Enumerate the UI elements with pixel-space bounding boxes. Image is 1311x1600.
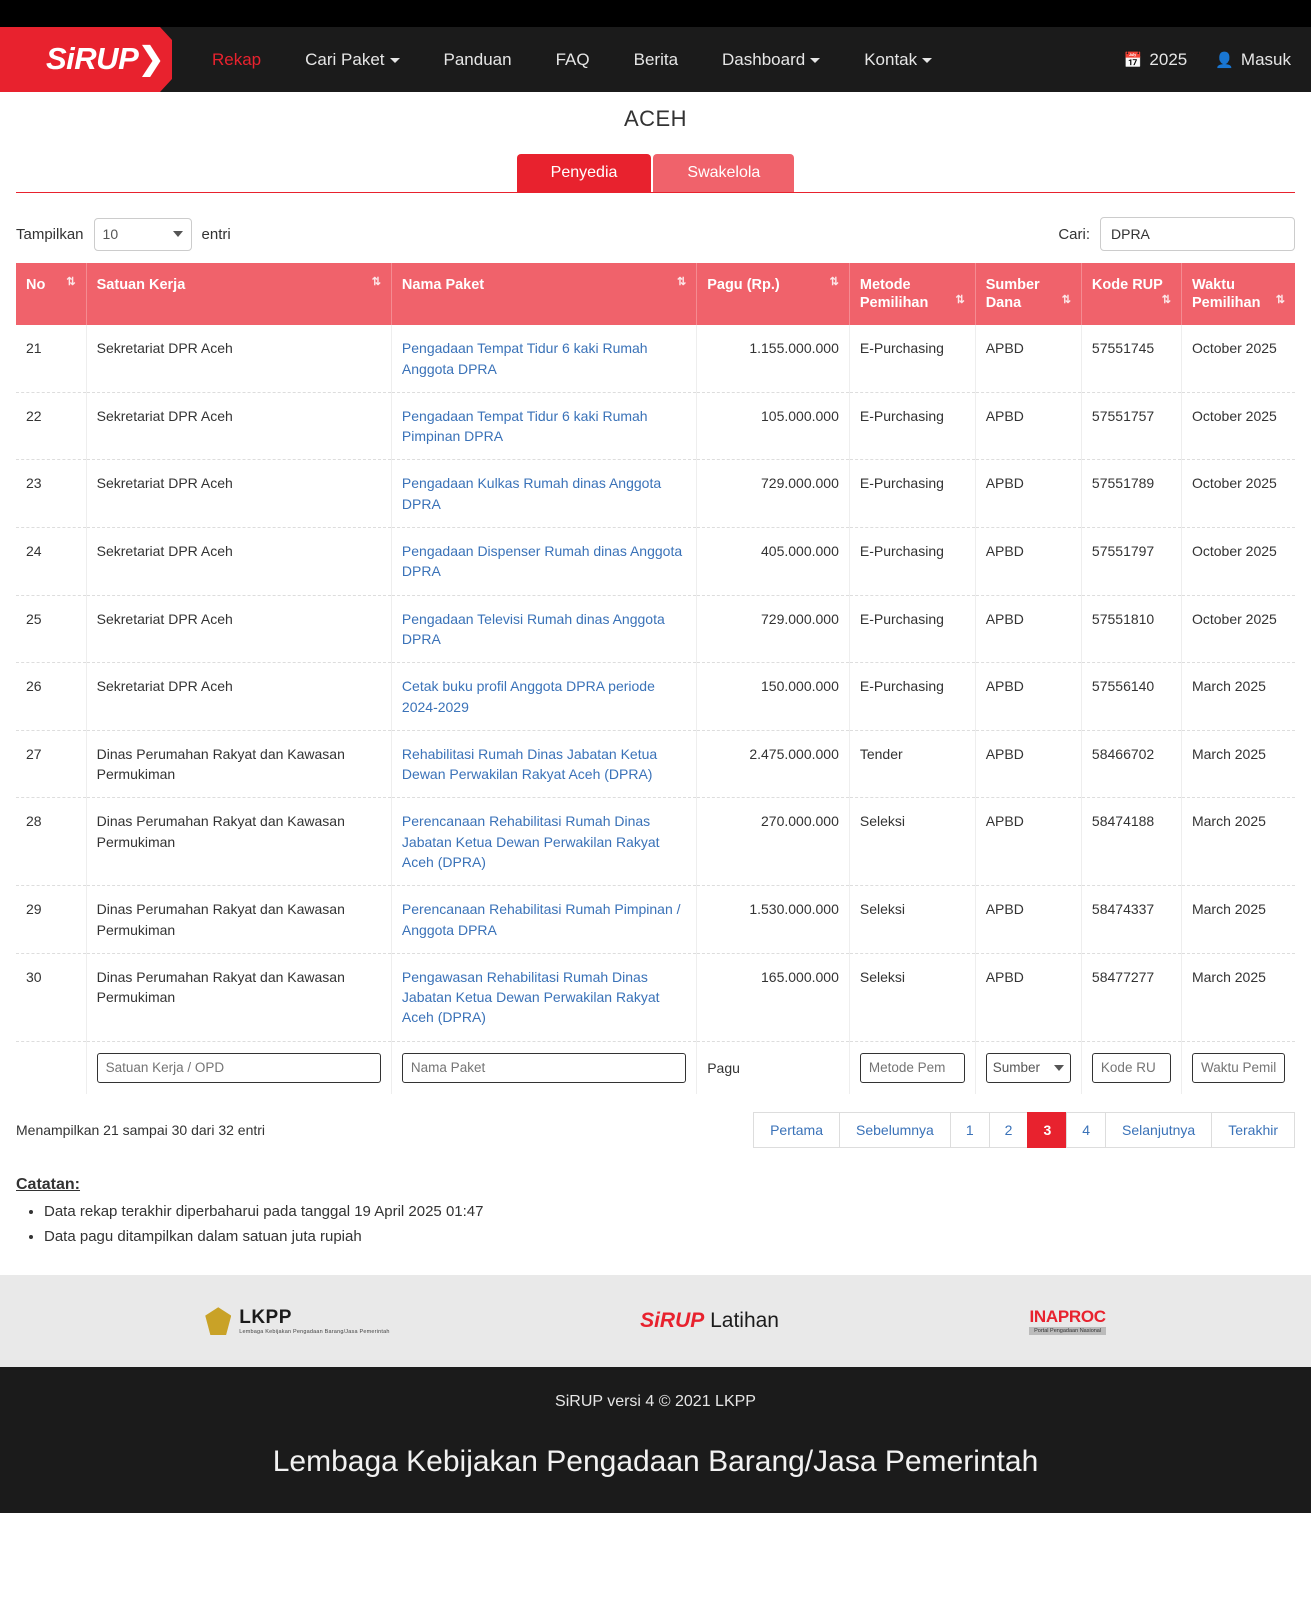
cell-satuan-kerja: Sekretariat DPR Aceh (86, 663, 391, 731)
table-row (16, 325, 1295, 392)
cell-metode: E-Purchasing (849, 663, 975, 731)
cell-kode-rup: 57551797 (1081, 528, 1181, 596)
paket-link[interactable]: Perencanaan Rehabilitasi Rumah Dinas Jabatan Ketua Dewan Perwakilan Rakyat Aceh (DPRA) (401, 813, 660, 870)
cell-waktu: March 2025 (1181, 798, 1295, 886)
pagination (753, 1112, 1295, 1148)
nav-right (1124, 27, 1311, 93)
cell-waktu: March 2025 (1181, 663, 1295, 731)
cell-metode: Seleksi (849, 953, 975, 1041)
nav-item-rekap[interactable]: Rekap (212, 50, 262, 69)
chevron-down-icon (390, 58, 400, 63)
paket-link[interactable]: Pengadaan Dispenser Rumah dinas Anggota DPRA (401, 543, 683, 580)
cell-satuan-kerja: Sekretariat DPR Aceh (86, 325, 391, 392)
cell-kode-rup: 58474188 (1081, 798, 1181, 886)
login-label: Masuk (1240, 49, 1291, 69)
lkpp-sublabel: Lembaga Kebijakan Pengadaan Barang/Jasa Pemerintah (239, 1329, 390, 1336)
cell-satuan-kerja: Dinas Perumahan Rakyat dan Kawasan Permukiman (86, 886, 391, 954)
cell-nama-paket (391, 953, 696, 1041)
nav-item-cari-paket-label: Cari Paket (305, 50, 385, 69)
search-input[interactable] (1100, 217, 1295, 251)
col-header-satuan-kerja[interactable] (86, 263, 391, 325)
sirup-footer-brand: SiRUP (640, 1309, 705, 1333)
col-header-nama-paket-label: Nama Paket (401, 277, 485, 293)
cell-metode: Seleksi (849, 886, 975, 954)
year-selector[interactable] (1124, 27, 1188, 93)
col-header-satuan-kerja-label: Satuan Kerja (96, 277, 186, 293)
top-bar (0, 0, 1311, 27)
entries-value: 10 (102, 226, 119, 242)
cell-satuan-kerja: Sekretariat DPR Aceh (86, 595, 391, 663)
chevron-down-icon (1054, 1065, 1064, 1071)
cell-pagu: 150.000.000 (697, 663, 850, 731)
col-header-kode-rup-label: Kode RUP (1091, 277, 1163, 293)
note-item: • Data rekap terakhir diperbaharui pada tanggal 19 April 2025 01:47 (44, 1200, 1295, 1225)
sirup-latihan-logo (640, 1309, 779, 1333)
cell-pagu: 2.475.000.000 (697, 730, 850, 798)
paket-link[interactable]: Cetak buku profil Anggota DPRA periode 2024-2029 (401, 678, 655, 715)
cell-kode-rup: 58474337 (1081, 886, 1181, 954)
table-row (16, 953, 1295, 1041)
cell-no: 23 (16, 460, 86, 528)
pagination-page-2[interactable]: 2 (989, 1112, 1028, 1148)
cell-nama-paket (391, 325, 696, 392)
cell-sumber-dana: APBD (975, 886, 1081, 954)
cell-kode-rup: 57551810 (1081, 595, 1181, 663)
sort-icon: ⇅ (829, 276, 839, 288)
cell-waktu: October 2025 (1181, 528, 1295, 596)
cell-waktu: October 2025 (1181, 595, 1295, 663)
table-container (0, 263, 1311, 1094)
table-row (16, 595, 1295, 663)
cell-pagu: 405.000.000 (697, 528, 850, 596)
chevron-down-icon (922, 58, 932, 63)
cell-satuan-kerja: Sekretariat DPR Aceh (86, 528, 391, 596)
entries-select[interactable] (94, 218, 192, 251)
nav-item-kontak-label: Kontak (864, 50, 918, 69)
cell-metode: Tender (849, 730, 975, 798)
cell-no: 21 (16, 325, 86, 392)
cell-kode-rup: 57556140 (1081, 663, 1181, 731)
nav-item-berita[interactable]: Berita (633, 50, 679, 69)
cell-sumber-dana: APBD (975, 663, 1081, 731)
filter-cell-kode (1081, 1041, 1181, 1094)
sort-icon: ⇅ (371, 276, 381, 288)
lkpp-logo (205, 1307, 389, 1335)
search-control (1058, 217, 1295, 251)
nav-item-kontak[interactable] (842, 27, 954, 92)
logo-text (46, 41, 164, 77)
col-header-pagu-label: Pagu (Rp.) (707, 277, 780, 293)
table-row (16, 798, 1295, 886)
table-row (16, 663, 1295, 731)
cell-waktu: March 2025 (1181, 886, 1295, 954)
cell-metode: E-Purchasing (849, 595, 975, 663)
cell-no: 29 (16, 886, 86, 954)
cell-waktu: March 2025 (1181, 953, 1295, 1041)
logo-label: SiRUP (46, 41, 139, 76)
pagination-page-3[interactable]: 3 (1027, 1112, 1066, 1148)
garuda-icon (205, 1307, 231, 1335)
cell-no: 25 (16, 595, 86, 663)
filter-cell-nama-paket (391, 1041, 696, 1094)
cell-metode: Seleksi (849, 798, 975, 886)
paket-link[interactable]: Perencanaan Rehabilitasi Rumah Pimpinan / Anggota DPRA (401, 901, 681, 938)
col-header-kode-rup[interactable] (1081, 263, 1181, 325)
filter-sumber-value: Sumber (992, 1060, 1040, 1076)
search-label: Cari: (1058, 225, 1090, 243)
filter-sumber-select[interactable] (986, 1053, 1071, 1083)
cell-metode: E-Purchasing (849, 460, 975, 528)
rup-table (16, 263, 1295, 1094)
filter-cell-no (16, 1041, 86, 1094)
cell-pagu: 165.000.000 (697, 953, 850, 1041)
year-label: 2025 (1149, 49, 1188, 69)
entries-label-suffix: entri (201, 225, 231, 243)
col-header-sumber-dana-label: Sumber Dana (985, 277, 1040, 312)
table-filter-row (16, 1041, 1295, 1094)
pagination-prev[interactable]: Sebelumnya (839, 1112, 950, 1148)
filter-satuan-kerja-input[interactable] (97, 1053, 381, 1083)
sort-icon: ⇅ (1275, 294, 1285, 307)
cell-sumber-dana: APBD (975, 595, 1081, 663)
cell-nama-paket (391, 798, 696, 886)
sort-icon: ⇅ (1061, 294, 1071, 307)
note-item: • Data pagu ditampilkan dalam satuan juta rupiah (44, 1225, 1295, 1250)
nav-item-cari-paket[interactable] (283, 27, 421, 92)
col-header-metode-label: Metode Pemilihan (859, 277, 929, 312)
cell-pagu: 270.000.000 (697, 798, 850, 886)
cell-pagu: 729.000.000 (697, 595, 850, 663)
pagination-page-4[interactable]: 4 (1066, 1112, 1105, 1148)
table-row (16, 392, 1295, 460)
main-navbar (0, 27, 1311, 92)
inaproc-label: INAPROC (1029, 1307, 1106, 1327)
filter-cell-pagu: Pagu (697, 1041, 850, 1094)
filter-cell-sumber (975, 1041, 1081, 1094)
cell-no: 28 (16, 798, 86, 886)
sirup-logo[interactable] (0, 27, 190, 92)
col-header-metode[interactable] (849, 263, 975, 325)
cell-waktu: October 2025 (1181, 325, 1295, 392)
entries-info: Menampilkan 21 sampai 30 dari 32 entri (16, 1121, 266, 1138)
col-header-no-label: No (26, 277, 46, 293)
pagination-next[interactable]: Selanjutnya (1105, 1112, 1211, 1148)
paket-link[interactable]: Pengadaan Tempat Tidur 6 kaki Rumah Pimpinan DPRA (401, 407, 648, 445)
table-head (16, 263, 1295, 325)
chevron-down-icon (810, 58, 820, 63)
footer-org-name: Lembaga Kebijakan Pengadaan Barang/Jasa Pemerintah (272, 1445, 1039, 1479)
entries-label-prefix: Tampilkan (16, 225, 84, 243)
cell-nama-paket (391, 528, 696, 596)
cell-satuan-kerja: Sekretariat DPR Aceh (86, 460, 391, 528)
cell-pagu: 1.155.000.000 (697, 325, 850, 392)
sort-icon: ⇅ (677, 276, 687, 288)
inaproc-sublabel: Portal Pengadaan Nasional (1029, 1327, 1105, 1335)
cell-no: 22 (16, 392, 86, 460)
cell-sumber-dana: APBD (975, 392, 1081, 460)
paket-link[interactable]: Pengadaan Tempat Tidur 6 kaki Rumah Anggota DPRA (401, 340, 648, 377)
user-icon: 👤 (1215, 51, 1234, 69)
table-row (16, 886, 1295, 954)
cell-metode: E-Purchasing (849, 325, 975, 392)
filter-metode-input[interactable] (860, 1053, 965, 1083)
pagination-first[interactable]: Pertama (753, 1112, 839, 1148)
inaproc-logo (1029, 1307, 1105, 1335)
partner-logo-band (0, 1275, 1311, 1367)
cell-sumber-dana: APBD (975, 460, 1081, 528)
pagination-page-1[interactable]: 1 (950, 1112, 989, 1148)
filter-waktu-input[interactable] (1192, 1053, 1285, 1083)
filter-kode-input[interactable] (1092, 1053, 1171, 1083)
cell-metode: E-Purchasing (849, 392, 975, 460)
col-header-sumber-dana[interactable] (975, 263, 1081, 325)
col-header-waktu[interactable] (1181, 263, 1295, 325)
col-header-pagu[interactable] (697, 263, 850, 325)
footer-version: SiRUP versi 4 © 2021 LKPP (555, 1393, 756, 1411)
login-button[interactable] (1215, 27, 1291, 93)
cell-kode-rup: 58477277 (1081, 953, 1181, 1041)
table-row (16, 460, 1295, 528)
nav-item-dashboard-label: Dashboard (722, 50, 806, 69)
cell-kode-rup: 57551789 (1081, 460, 1181, 528)
filter-nama-paket-input[interactable] (402, 1053, 686, 1083)
cell-pagu: 729.000.000 (697, 460, 850, 528)
filter-cell-satuan-kerja (86, 1041, 391, 1094)
cell-no: 30 (16, 953, 86, 1041)
filter-cell-waktu (1181, 1041, 1295, 1094)
cell-satuan-kerja: Sekretariat DPR Aceh (86, 392, 391, 460)
cell-nama-paket (391, 595, 696, 663)
cell-kode-rup: 57551745 (1081, 325, 1181, 392)
table-header-row (16, 263, 1295, 325)
nav-links (190, 27, 954, 92)
table-body (16, 325, 1295, 1041)
cell-waktu: March 2025 (1181, 730, 1295, 798)
cell-no: 24 (16, 528, 86, 596)
calendar-icon: 📅 (1123, 51, 1143, 69)
lkpp-label: LKPP (239, 1307, 292, 1329)
sirup-footer-suffix: Latihan (710, 1309, 779, 1333)
cell-sumber-dana: APBD (975, 325, 1081, 392)
col-header-waktu-label: Waktu Pemilihan (1191, 277, 1261, 312)
cell-satuan-kerja: Dinas Perumahan Rakyat dan Kawasan Permukiman (86, 730, 391, 798)
table-controls (0, 193, 1311, 263)
notes-list (16, 1200, 1295, 1250)
cell-waktu: October 2025 (1181, 392, 1295, 460)
table-row (16, 730, 1295, 798)
pagination-last[interactable]: Terakhir (1211, 1112, 1295, 1148)
cell-metode: E-Purchasing (849, 528, 975, 596)
cell-pagu: 105.000.000 (697, 392, 850, 460)
cell-sumber-dana: APBD (975, 953, 1081, 1041)
col-header-nama-paket[interactable] (391, 263, 696, 325)
cell-kode-rup: 58466702 (1081, 730, 1181, 798)
paket-link[interactable]: Pengadaan Kulkas Rumah dinas Anggota DPRA (401, 475, 662, 512)
col-header-no[interactable] (16, 263, 86, 325)
cell-nama-paket (391, 460, 696, 528)
tab-penyedia[interactable]: Penyedia (517, 154, 652, 192)
chevron-down-icon (173, 231, 183, 237)
nav-item-faq[interactable]: FAQ (555, 50, 590, 69)
paket-link[interactable]: Pengawasan Rehabilitasi Rumah Dinas Jabatan Ketua Dewan Perwakilan Rakyat Aceh (DPRA) (401, 968, 660, 1026)
paket-link[interactable]: Rehabilitasi Rumah Dinas Jabatan Ketua Dewan Perwakilan Rakyat Aceh (DPRA) (401, 745, 658, 783)
paket-link[interactable]: Pengadaan Televisi Rumah dinas Anggota DPRA (401, 610, 665, 647)
table-footer (0, 1094, 1311, 1148)
cell-kode-rup: 57551757 (1081, 392, 1181, 460)
cell-sumber-dana: APBD (975, 798, 1081, 886)
logo-arrow-icon: ❯ (138, 41, 164, 76)
nav-item-panduan[interactable]: Panduan (443, 50, 512, 69)
cell-sumber-dana: APBD (975, 528, 1081, 596)
tab-swakelola[interactable]: Swakelola (653, 154, 794, 192)
entries-control (16, 218, 231, 251)
cell-nama-paket (391, 663, 696, 731)
cell-nama-paket (391, 730, 696, 798)
filter-cell-metode (849, 1041, 975, 1094)
cell-nama-paket (391, 886, 696, 954)
sort-icon: ⇅ (66, 276, 76, 288)
page-title: ACEH (623, 106, 688, 131)
cell-sumber-dana: APBD (975, 730, 1081, 798)
table-row (16, 528, 1295, 596)
nav-item-dashboard[interactable] (700, 27, 842, 92)
cell-waktu: October 2025 (1181, 460, 1295, 528)
notes-section (0, 1148, 1311, 1250)
cell-no: 26 (16, 663, 86, 731)
sort-icon: ⇅ (955, 294, 965, 307)
notes-title: Catatan: (16, 1175, 81, 1193)
site-footer (0, 1367, 1311, 1513)
cell-satuan-kerja: Dinas Perumahan Rakyat dan Kawasan Permukiman (86, 953, 391, 1041)
cell-no: 27 (16, 730, 86, 798)
sort-icon: ⇅ (1161, 294, 1171, 307)
tab-bar (0, 154, 1311, 192)
cell-satuan-kerja: Dinas Perumahan Rakyat dan Kawasan Permukiman (86, 798, 391, 886)
cell-pagu: 1.530.000.000 (697, 886, 850, 954)
cell-nama-paket (391, 392, 696, 460)
